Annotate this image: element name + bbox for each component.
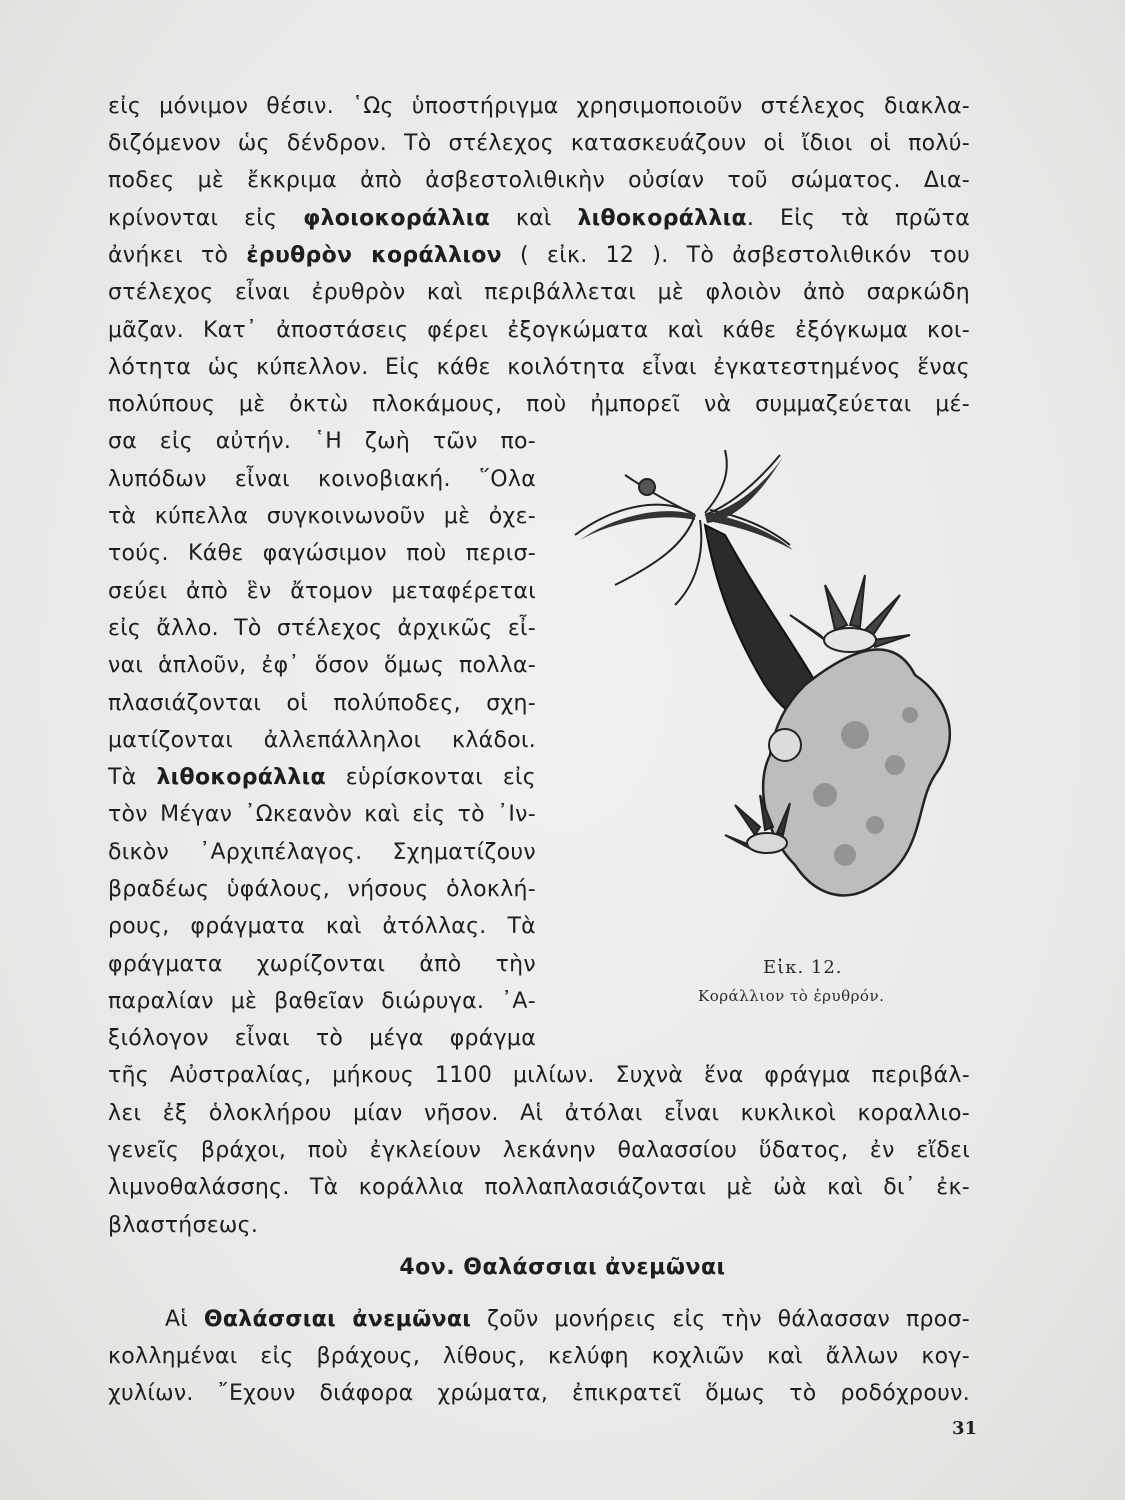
text-line: βραδέως ὑφάλους, νήσους ὁλοκλή- bbox=[108, 877, 536, 902]
text-line: σεύει ἀπὸ ἓν ἄτομον μεταφέρεται bbox=[108, 579, 536, 604]
text-line: τούς. Κάθε φαγώσιμον ποὺ περισ- bbox=[108, 541, 536, 566]
text-line: Τὰ λιθοκοράλλια εὑρίσκονται εἰς bbox=[108, 765, 536, 790]
text-line: σα εἰς αὐτήν. ῾Η ζωὴ τῶν πο- bbox=[108, 429, 536, 454]
polyp-knob bbox=[769, 729, 801, 761]
term-red-coral: ἐρυθρὸν κοράλλιον bbox=[246, 243, 502, 268]
figure-caption: Κοράλλιον τὸ ἐρυθρόν. bbox=[698, 987, 885, 1005]
text-line: πολύπους μὲ ὀκτὼ πλοκάμους, ποὺ ἠμπορεῖ νὰ συμμαζεύεται μέ- bbox=[108, 392, 970, 417]
text-line: ἀνήκει τὸ ἐρυθρὸν κοράλλιον ( εἰκ. 12 ). Τὸ ἀσβεστολιθικόν του bbox=[108, 243, 970, 268]
text-line: διζόμενον ὡς δένδρον. Τὸ στέλεχος κατασκευάζουν οἱ ἴδιοι οἱ πολύ- bbox=[108, 131, 970, 156]
text-line: χυλίων. ῎Εχουν διάφορα χρώματα, ἐπικρατεῖ ὅμως τὸ ροδόχρουν. bbox=[108, 1381, 970, 1406]
text-line: μᾶζαν. Κατ᾽ ἀποστάσεις φέρει ἐξογκώματα καὶ κάθε ἐξόγκωμα κοι- bbox=[108, 318, 970, 343]
term-sea-anemones: Θαλάσσιαι ἀνεμῶναι bbox=[203, 1307, 472, 1332]
term-lithokorallia-2: λιθοκοράλλια bbox=[156, 765, 326, 790]
figure-number: Εἰκ. 12. bbox=[763, 957, 843, 978]
text-line: κολλημέναι εἰς βράχους, λίθους, κελύφη κοχλιῶν καὶ ἄλλων κογ- bbox=[108, 1344, 970, 1369]
text-line: τῆς Αὐστραλίας, μήκους 1100 μιλίων. Συχνὰ ἕνα φράγμα περιβάλ- bbox=[108, 1063, 970, 1088]
text-line: βλαστήσεως. bbox=[108, 1213, 259, 1238]
text-line: γενεῖς βράχοι, ποὺ ἐγκλείουν λεκάνην θαλασσίου ὕδατος, ἐν εἴδει bbox=[108, 1138, 970, 1163]
text-line: ματίζονται ἀλλεπάλληλοι κλάδοι. bbox=[108, 728, 536, 753]
text-line: πλασιάζονται οἱ πολύποδες, σχη- bbox=[108, 691, 536, 716]
term-lithokorallia: λιθοκοράλλια bbox=[577, 206, 747, 231]
text-line: Αἱ Θαλάσσιαι ἀνεμῶναι ζοῦν μονήρεις εἰς τὴν θάλασσαν προσ- bbox=[165, 1307, 970, 1332]
red-coral-illustration bbox=[555, 435, 975, 955]
text-line: ξιόλογον εἶναι τὸ μέγα φράγμα bbox=[108, 1026, 536, 1051]
text-line: εἰς μόνιμον θέσιν. ῾Ως ὑποστήριγμα χρησιμοποιοῦν στέλεχος διακλα- bbox=[108, 94, 970, 119]
text-line: λυπόδων εἶναι κοινοβιακή. ῞Ολα bbox=[108, 467, 536, 492]
text-line: εἰς ἄλλο. Τὸ στέλεχος ἀρχικῶς εἶ- bbox=[108, 616, 536, 641]
term-phloiokorallia: φλοιοκοράλλια bbox=[303, 206, 491, 231]
text-line: τὸν Μέγαν ᾽Ωκεανὸν καὶ εἰς τὸ ᾽Ιν- bbox=[108, 802, 536, 827]
text-line: λιμνοθαλάσσης. Τὰ κοράλλια πολλαπλασιάζονται μὲ ὠὰ καὶ δι᾽ ἐκ- bbox=[108, 1175, 970, 1200]
text-line: κρίνονται εἰς φλοιοκοράλλια καὶ λιθοκοράλλια. Εἰς τὰ πρῶτα bbox=[108, 206, 970, 231]
page-number: 31 bbox=[952, 1418, 978, 1439]
section-heading: 4ον. Θαλάσσιαι ἀνεμῶναι bbox=[399, 1255, 726, 1280]
text-line: δικὸν ᾽Αρχιπέλαγος. Σχηματίζουν bbox=[108, 840, 536, 865]
frond-shading bbox=[580, 457, 793, 550]
polyp-cup-top bbox=[824, 628, 876, 652]
text-line: ποδες μὲ ἔκκριμα ἀπὸ ἀσβεστολιθικὴν οὐσίαν τοῦ σώματος. Δια- bbox=[108, 168, 970, 193]
text-line: ναι ἁπλοῦν, ἐφ᾽ ὅσον ὅμως πολλα- bbox=[108, 653, 536, 678]
text-line: ρους, φράγματα καὶ ἀτόλλας. Τὰ bbox=[108, 914, 536, 939]
coral-bud bbox=[639, 479, 655, 495]
text-line: φράγματα χωρίζονται ἀπὸ τὴν bbox=[108, 952, 536, 977]
text-line: παραλίαν μὲ βαθεῖαν διώρυγα. ᾽Α- bbox=[108, 989, 536, 1014]
text-line: λει ἐξ ὁλοκλήρου μίαν νῆσον. Αἱ ἀτόλαι εἶναι κυκλικοὶ κοραλλιο- bbox=[108, 1101, 970, 1126]
text-line: στέλεχος εἶναι ἐρυθρὸν καὶ περιβάλλεται μὲ φλοιὸν ἀπὸ σαρκώδη bbox=[108, 280, 970, 305]
text-line: τὰ κύπελλα συγκοινωνοῦν μὲ ὀχε- bbox=[108, 504, 536, 529]
text-line: λότητα ὡς κύπελλον. Εἰς κάθε κοιλότητα εἶναι ἐγκατεστημένος ἕνας bbox=[108, 355, 970, 380]
polyp-cup-lower bbox=[747, 833, 787, 853]
